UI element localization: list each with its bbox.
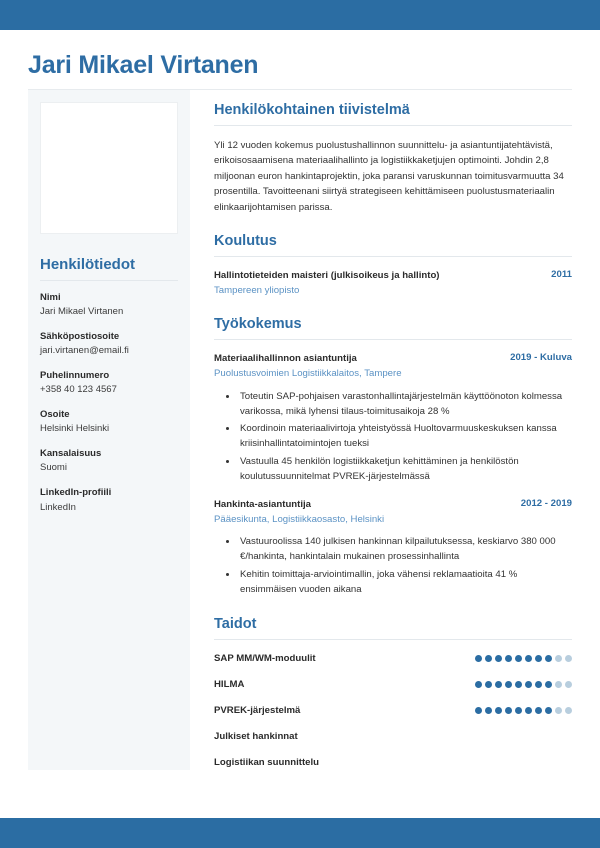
section-heading-skills: Taidot [214, 616, 572, 640]
entry-organization: Puolustusvoimien Logistiikkalaitos, Tampere [214, 368, 402, 380]
field-label: Osoite [40, 408, 70, 420]
field-value: Helsinki Helsinki [40, 423, 110, 435]
entry-date: 2012 - 2019 [520, 497, 572, 509]
education-entry-list [214, 269, 572, 298]
skill-name: SAP MM/WM-moduulit [214, 652, 316, 664]
skill-dot-filled [525, 681, 532, 688]
skill-dot-filled [505, 655, 512, 662]
skill-dot-empty [565, 681, 572, 688]
profile-photo-placeholder [40, 102, 178, 234]
skill-row [214, 756, 572, 769]
skill-name: Julkiset hankinnat [214, 730, 298, 742]
entry-date: 2011 [551, 269, 572, 281]
entry-header [214, 352, 572, 366]
skill-dot-filled [485, 655, 492, 662]
resume-entry [214, 352, 572, 484]
experience-entry-list [214, 352, 572, 597]
skill-dot-filled [545, 655, 552, 662]
entry-date: 2019 - Kuluva [510, 352, 572, 364]
skill-dot-filled [515, 655, 522, 662]
skill-dot-filled [485, 681, 492, 688]
bottom-accent-bar [0, 818, 600, 848]
page-title: Jari Mikael Virtanen [28, 51, 259, 79]
section-summary [214, 102, 572, 216]
skill-dot-empty [555, 707, 562, 714]
skill-dot-empty [565, 655, 572, 662]
personal-detail-field [40, 331, 178, 358]
personal-detail-field [40, 370, 178, 397]
personal-details-list [40, 292, 178, 515]
skill-name: Logistiikan suunnittelu [214, 756, 319, 768]
skills-list [214, 652, 572, 769]
skill-dot-empty [555, 681, 562, 688]
field-value: jari.virtanen@email.fi [40, 345, 129, 356]
entry-title: Hallintotieteiden maisteri (julkisoikeus ja hallinto) [214, 270, 440, 282]
field-label: Sähköpostiosoite [40, 330, 120, 342]
skill-dot-filled [475, 681, 482, 688]
sidebar-heading-personal-details: Henkilötiedot [40, 256, 178, 281]
resume-entry [214, 498, 572, 598]
sidebar [28, 90, 190, 770]
field-label: Nimi [40, 291, 61, 303]
page-content [0, 30, 600, 818]
skill-row [214, 678, 572, 691]
entry-bullet-list [214, 390, 572, 485]
personal-detail-field [40, 292, 178, 319]
section-education [214, 233, 572, 298]
skill-dot-filled [545, 707, 552, 714]
entry-header [214, 498, 572, 512]
section-heading-education: Koulutus [214, 233, 572, 257]
entry-header [214, 269, 572, 283]
section-experience [214, 316, 572, 597]
personal-detail-field [40, 487, 178, 514]
two-column-layout [28, 90, 572, 787]
field-value: +358 40 123 4567 [40, 384, 117, 396]
personal-detail-field [40, 448, 178, 475]
skill-dot-filled [525, 655, 532, 662]
skill-level-dots [475, 707, 572, 714]
entry-bullet: • Kehitin toimittaja-arviointimallin, joka vähensi reklamaatioita 41 % ensimmäisen vuoden aikana [238, 568, 572, 598]
skill-dot-filled [535, 655, 542, 662]
entry-bullet: • Vastuuroolissa 140 julkisen hankinnan kilpailutuksessa, keskiarvo 380 000 €/hankinta, hankintalain mukainen prosessinhallinta [238, 535, 572, 565]
resume-entry [214, 269, 572, 298]
entry-title: Materiaalihallinnon asiantuntija [214, 353, 357, 365]
skill-dot-empty [565, 707, 572, 714]
field-value: Suomi [40, 462, 67, 474]
summary-text: Yli 12 vuoden kokemus puolustushallinnon suunnittelu- ja asiantuntijatehtävistä, erikoisosaamisena materiaalihallinto ja logistiikkaketjujen optimointi. Johdin 2,8 miljoonan euron hankintaprojektin, joka paransi varuskunnan toimitusvarmuutta 34 prosentilla. Tavoitteenani siirtyä strategiseen kehittämiseen puolustusmateriaalin elinkaarijohtamisen parissa. [214, 139, 564, 213]
skill-dot-filled [525, 707, 532, 714]
section-skills [214, 616, 572, 769]
field-label: Puhelinnumero [40, 369, 110, 381]
entry-bullet: • Vastuulla 45 henkilön logistiikkaketjun kehittäminen ja henkilöstön koulutussuunnitelmat PVREK-järjestelmässä [238, 455, 572, 485]
skill-dot-filled [505, 707, 512, 714]
skill-row [214, 704, 572, 717]
field-label: Kansalaisuus [40, 448, 102, 460]
entry-bullet-list [214, 535, 572, 597]
field-value: Jari Mikael Virtanen [40, 305, 124, 317]
skill-level-dots [475, 681, 572, 688]
entry-organization: Tampereen yliopisto [214, 285, 300, 297]
skill-dot-filled [535, 681, 542, 688]
skill-dot-filled [475, 707, 482, 714]
skill-dot-filled [485, 707, 492, 714]
skill-name: HILMA [214, 678, 245, 690]
skill-dot-filled [505, 681, 512, 688]
entry-bullet: • Toteutin SAP-pohjaisen varastonhallintajärjestelmän käyttöönoton kolmessa varikossa, mikä lyhensi tilaus-toimitusaikoja 28 % [238, 390, 572, 420]
skill-dot-filled [515, 681, 522, 688]
section-heading-experience: Työkokemus [214, 316, 572, 340]
skill-row [214, 730, 572, 743]
skill-dot-filled [495, 655, 502, 662]
skill-level-dots [475, 655, 572, 662]
main-column [190, 90, 572, 787]
skill-dot-filled [495, 681, 502, 688]
skill-dot-empty [555, 655, 562, 662]
skill-dot-filled [475, 655, 482, 662]
section-heading-summary: Henkilökohtainen tiivistelmä [214, 102, 572, 126]
skill-dot-filled [545, 681, 552, 688]
skill-dot-filled [495, 707, 502, 714]
skill-dot-filled [535, 707, 542, 714]
entry-bullet: • Koordinoin materiaalivirtoja yhteistyössä Huoltovarmuuskeskuksen kanssa kriisinhallintatoimintojen tueksi [238, 422, 572, 452]
skill-row [214, 652, 572, 665]
skill-name: PVREK-järjestelmä [214, 704, 301, 716]
skill-dot-filled [515, 707, 522, 714]
field-value: LinkedIn [40, 501, 76, 513]
entry-title: Hankinta-asiantuntija [214, 498, 312, 510]
top-accent-bar [0, 0, 600, 30]
entry-organization: Pääesikunta, Logistiikkaosasto, Helsinki [214, 513, 385, 525]
name-header [28, 30, 572, 90]
field-label: LinkedIn-profiili [40, 487, 112, 499]
personal-detail-field [40, 409, 178, 436]
